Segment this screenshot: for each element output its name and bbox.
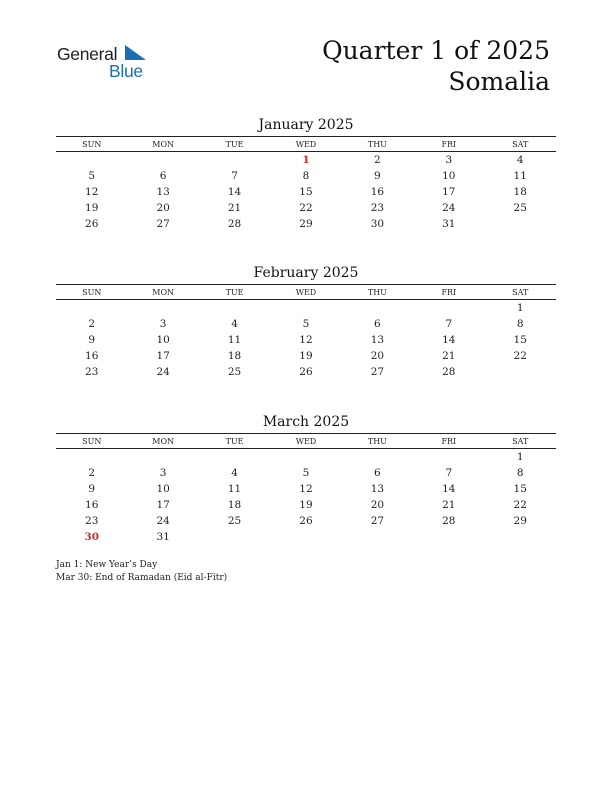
date-cell: 12 — [299, 483, 313, 495]
weekday-label: WED — [295, 287, 317, 297]
date-cell: 2 — [374, 154, 381, 166]
logo-text-blue: Blue — [109, 61, 143, 81]
weekday-header-row — [56, 284, 556, 300]
week-row — [56, 200, 556, 216]
date-cell: 20 — [370, 350, 385, 362]
week-row — [56, 481, 556, 497]
date-cell: 17 — [156, 499, 170, 511]
date-cell: 10 — [442, 170, 456, 182]
month-february — [56, 263, 556, 380]
week-row — [56, 465, 556, 481]
date-cell: 18 — [513, 186, 527, 198]
date-cell: 16 — [85, 499, 99, 511]
date-cell: 7 — [445, 318, 453, 330]
week-row — [56, 513, 556, 529]
weekday-label: WED — [295, 139, 317, 149]
date-cell: 6 — [159, 170, 167, 182]
holiday-note: Jan 1: New Year’s Day — [56, 560, 158, 570]
weekday-label: SUN — [82, 436, 102, 446]
date-cell: 13 — [370, 483, 385, 495]
logo-text-general: General — [57, 44, 118, 64]
date-cell: 1 — [516, 451, 524, 463]
date-cell: 12 — [85, 186, 99, 198]
date-cell: 23 — [85, 515, 99, 527]
date-cell: 11 — [227, 483, 242, 495]
weekday-label: FRI — [441, 287, 457, 297]
date-cell: 14 — [442, 334, 456, 346]
weekday-label: THU — [367, 139, 387, 149]
date-cell: 18 — [227, 499, 242, 511]
logo-triangle-icon — [125, 45, 147, 61]
date-cell: 2 — [88, 467, 96, 479]
week-row — [56, 332, 556, 348]
date-cell: 22 — [299, 202, 313, 214]
week-row — [56, 168, 556, 184]
week-row — [56, 449, 556, 465]
weekday-label: SAT — [512, 287, 529, 297]
weekday-label: MON — [152, 139, 174, 149]
date-cell: 19 — [299, 350, 313, 362]
date-cell: 21 — [227, 202, 242, 214]
week-row — [56, 316, 556, 332]
date-cell: 4 — [231, 467, 238, 479]
date-cell: 26 — [299, 366, 313, 378]
date-cell: 17 — [156, 350, 170, 362]
weekday-label: SAT — [512, 436, 529, 446]
date-cell: 7 — [231, 170, 238, 182]
date-cell: 25 — [227, 366, 242, 378]
date-cell: 23 — [370, 202, 385, 214]
weekday-label: THU — [367, 287, 387, 297]
date-cell: 16 — [85, 350, 99, 362]
date-cell: 8 — [516, 318, 524, 330]
date-cell: 24 — [156, 366, 170, 378]
holiday-notes — [56, 559, 227, 585]
date-cell: 5 — [302, 467, 310, 479]
date-cell: 20 — [370, 499, 385, 511]
holiday-note: Mar 30: End of Ramadan (Eid al-Fitr) — [56, 573, 228, 583]
week-row — [56, 529, 556, 545]
week-row — [56, 216, 556, 232]
week-row — [56, 348, 556, 364]
date-cell: 1 — [516, 302, 524, 314]
date-cell: 17 — [442, 186, 456, 198]
weekday-label: TUE — [225, 139, 244, 149]
weekday-label: SUN — [82, 139, 102, 149]
weekday-label: SAT — [512, 139, 529, 149]
date-cell: 31 — [156, 531, 170, 543]
date-cell: 27 — [370, 366, 385, 378]
date-cell: 28 — [442, 366, 456, 378]
month-title: March 2025 — [262, 414, 350, 430]
date-cell: 8 — [516, 467, 524, 479]
weekday-label: FRI — [441, 139, 457, 149]
page-subtitle: Somalia — [448, 67, 550, 96]
weekday-header-row — [56, 433, 556, 449]
date-cell: 24 — [442, 202, 456, 214]
date-cell: 4 — [516, 154, 524, 166]
date-cell: 27 — [370, 515, 385, 527]
date-cell: 4 — [231, 318, 238, 330]
date-cell: 9 — [88, 483, 96, 495]
weekday-label: MON — [152, 287, 174, 297]
page-title: Quarter 1 of 2025 — [322, 36, 550, 65]
page-header — [322, 36, 550, 97]
date-cell: 19 — [85, 202, 99, 214]
holiday-date-cell: 1 — [302, 154, 310, 166]
date-cell: 7 — [445, 467, 453, 479]
date-cell: 15 — [513, 334, 527, 346]
date-cell: 6 — [374, 467, 381, 479]
date-cell: 22 — [513, 499, 527, 511]
date-cell: 22 — [513, 350, 527, 362]
month-january — [56, 115, 556, 232]
date-cell: 18 — [227, 350, 242, 362]
date-cell: 29 — [299, 218, 313, 230]
date-cell: 14 — [227, 186, 242, 198]
logo — [57, 42, 157, 82]
date-cell: 9 — [374, 170, 381, 182]
date-cell: 30 — [370, 218, 385, 230]
week-row — [56, 497, 556, 513]
date-cell: 2 — [88, 318, 96, 330]
week-row — [56, 364, 556, 380]
date-cell: 11 — [227, 334, 242, 346]
holiday-date-cell: 30 — [84, 531, 100, 543]
date-cell: 21 — [442, 350, 456, 362]
date-cell: 24 — [156, 515, 170, 527]
date-cell: 13 — [370, 334, 385, 346]
date-cell: 5 — [302, 318, 310, 330]
date-cell: 31 — [442, 218, 456, 230]
date-cell: 15 — [513, 483, 527, 495]
date-cell: 3 — [445, 154, 453, 166]
month-title: January 2025 — [258, 117, 354, 133]
weekday-label: TUE — [225, 436, 244, 446]
date-cell: 21 — [442, 499, 456, 511]
date-cell: 13 — [156, 186, 170, 198]
date-cell: 16 — [370, 186, 385, 198]
date-cell: 3 — [159, 318, 167, 330]
weekday-label: SUN — [82, 287, 102, 297]
date-cell: 29 — [513, 515, 527, 527]
date-cell: 28 — [227, 218, 242, 230]
date-cell: 25 — [513, 202, 527, 214]
week-row — [56, 152, 556, 168]
date-cell: 9 — [88, 334, 96, 346]
date-cell: 10 — [156, 483, 170, 495]
date-cell: 28 — [442, 515, 456, 527]
weekday-label: FRI — [441, 436, 457, 446]
weekday-label: THU — [367, 436, 387, 446]
week-row — [56, 300, 556, 316]
weekday-label: WED — [295, 436, 317, 446]
weekday-label: MON — [152, 436, 174, 446]
weekday-label: TUE — [225, 287, 244, 297]
date-cell: 23 — [85, 366, 99, 378]
date-cell: 27 — [156, 218, 170, 230]
week-row — [56, 184, 556, 200]
date-cell: 3 — [159, 467, 167, 479]
date-cell: 19 — [299, 499, 313, 511]
weekday-header-row — [56, 136, 556, 152]
date-cell: 10 — [156, 334, 170, 346]
date-cell: 6 — [374, 318, 381, 330]
date-cell: 12 — [299, 334, 313, 346]
date-cell: 15 — [299, 186, 313, 198]
date-cell: 14 — [442, 483, 456, 495]
month-title: February 2025 — [253, 265, 359, 281]
date-cell: 8 — [302, 170, 310, 182]
date-cell: 20 — [156, 202, 170, 214]
date-cell: 11 — [513, 170, 527, 182]
date-cell: 26 — [299, 515, 313, 527]
date-cell: 25 — [227, 515, 242, 527]
date-cell: 26 — [85, 218, 99, 230]
month-march — [56, 412, 556, 545]
date-cell: 5 — [88, 170, 96, 182]
